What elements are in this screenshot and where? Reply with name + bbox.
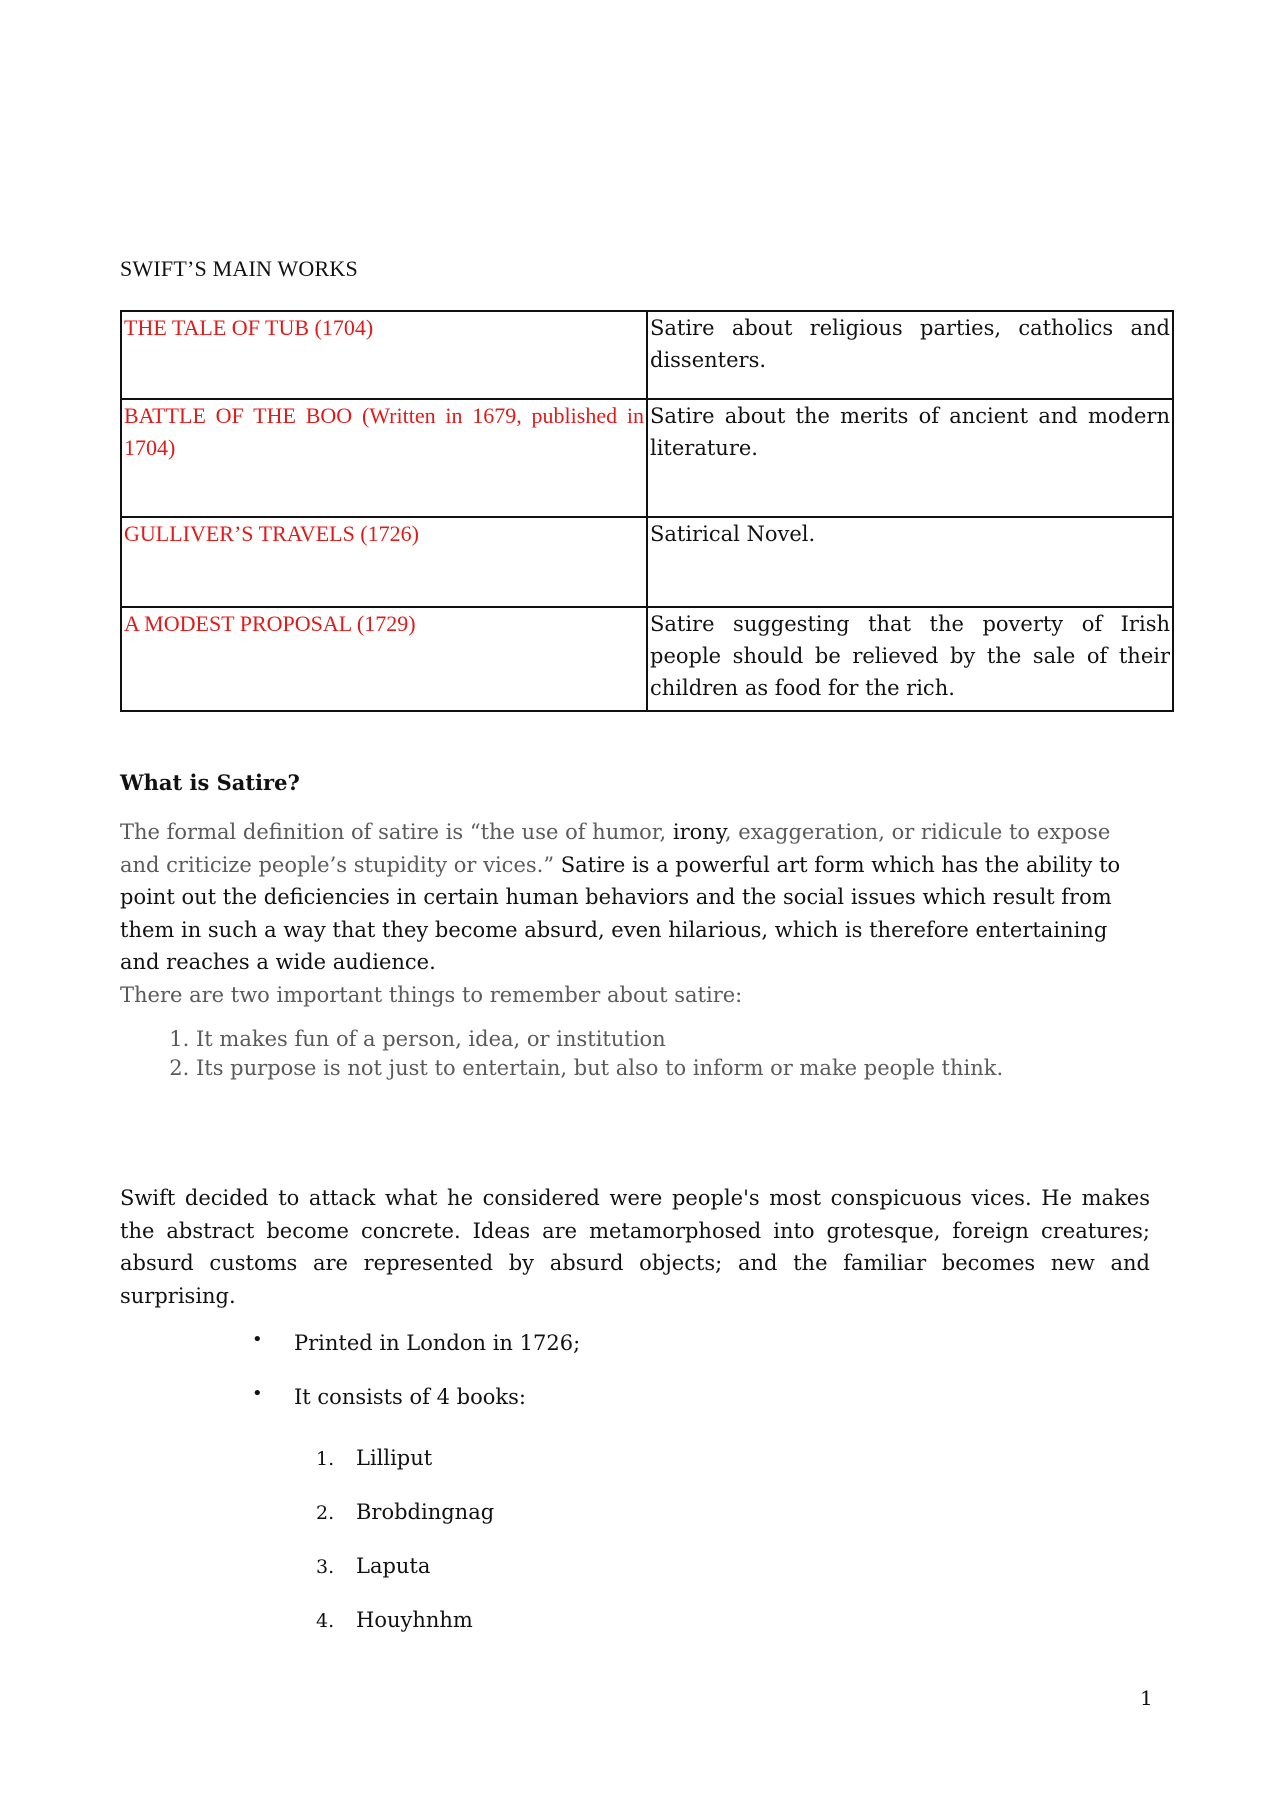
bullet-text: Printed in London in 1726; — [294, 1331, 581, 1355]
table-row — [121, 607, 1173, 711]
list-item: 1. It makes fun of a person, idea, or institution — [196, 1025, 1003, 1054]
bullet-list — [250, 1331, 580, 1439]
table-row — [121, 311, 1173, 399]
satire-definition-rest: , exaggeration, or ridicule to expose and criticize people’s stupidity or vices.” — [120, 820, 1111, 877]
satire-definition: The formal definition of satire is “the use of humor, — [120, 820, 673, 844]
work-description: Satire about religious parties, catholics and dissenters. — [647, 311, 1173, 399]
page-number: 1 — [1140, 1686, 1153, 1710]
bullet-text: It consists of 4 books: — [294, 1385, 526, 1409]
book-name: Houyhnhm — [356, 1608, 473, 1632]
book-number: 3. — [316, 1556, 335, 1578]
satire-explanation: Satire is a powerful art form which has the ability to point out the deficiencies in certain human behaviors and the social issues which result from them in such a way that they become absurd, even hilarious, which is therefore entertaining and reaches a wide audience. — [120, 852, 1121, 974]
list-item — [316, 1608, 494, 1662]
book-number: 4. — [316, 1610, 335, 1632]
bullet-icon: • — [252, 1329, 263, 1350]
work-title: GULLIVER’S TRAVELS (1726) — [121, 517, 647, 607]
book-name: Brobdingnag — [356, 1500, 495, 1524]
work-title: A MODEST PROPOSAL (1729) — [121, 607, 647, 711]
swift-paragraph: Swift decided to attack what he considered were people's most conspicuous vices. He makes the abstract become concrete. Ideas are metamorphosed into grotesque, foreign creatures; absurd customs are represented by absurd objects; and the familiar becomes new and surprising. — [120, 1186, 1150, 1308]
list-item — [316, 1446, 494, 1500]
work-description: Satire about the merits of ancient and modern literature. — [647, 399, 1173, 517]
work-title: THE TALE OF TUB (1704) — [121, 311, 647, 399]
book-name: Laputa — [356, 1554, 431, 1578]
bullet-icon: • — [252, 1383, 263, 1404]
work-title: BATTLE OF THE BOO (Written in 1679, published in 1704) — [121, 399, 647, 517]
book-name: Lilliput — [356, 1446, 433, 1470]
book-number: 1. — [316, 1448, 335, 1470]
books-list — [316, 1446, 494, 1662]
satire-paragraph — [120, 816, 1150, 1011]
list-item — [250, 1385, 580, 1439]
section-title: SWIFT’S MAIN WORKS — [120, 256, 358, 281]
list-item — [316, 1500, 494, 1554]
satire-remember-intro: There are two important things to remember about satire: — [120, 982, 743, 1007]
satire-points-list — [156, 1025, 1003, 1083]
satire-heading: What is Satire? — [120, 770, 300, 795]
work-description: Satirical Novel. — [647, 517, 1173, 607]
work-description: Satire suggesting that the poverty of Irish people should be relieved by the sale of their children as food for the rich. — [647, 607, 1173, 711]
list-item — [250, 1331, 580, 1385]
satire-irony: irony — [672, 820, 725, 844]
list-item — [316, 1554, 494, 1608]
book-number: 2. — [316, 1502, 335, 1524]
table-row — [121, 517, 1173, 607]
works-table — [120, 310, 1174, 712]
table-row — [121, 399, 1173, 517]
list-item: 2. Its purpose is not just to entertain, but also to inform or make people think. — [196, 1054, 1003, 1083]
